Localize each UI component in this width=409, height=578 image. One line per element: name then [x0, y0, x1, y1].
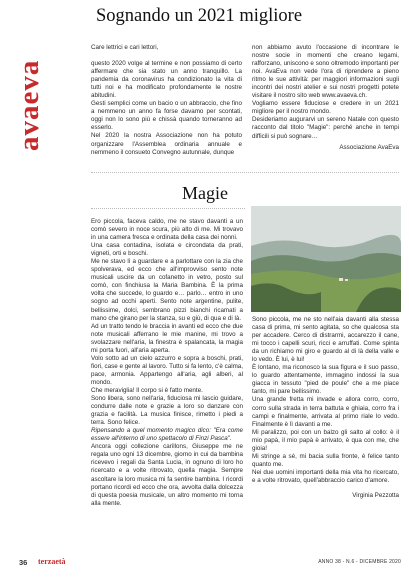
paragraph: questo 2020 volge al termine e non possiamo di certo affermare che sia stato un anno tranquillo. La pandemia da coronavirus ha condizionato la vita di tutti noi e ha modificato profondamente le nostre abitudini.	[91, 60, 242, 100]
paragraph: Vogliamo essere fiduciose e credere in un 2021 migliore per il nostro mondo.	[252, 100, 399, 116]
article2-signature: Virginia Pezzotta	[352, 491, 399, 499]
page-number: 36	[19, 558, 28, 567]
paragraph: Gesti semplici come un bacio o un abbraccio, che fino a nemmeno un anno fa forse davamo per scontati, oggi non lo sono più e chissà quando torneranno ad esserlo.	[91, 100, 242, 132]
paragraph: non abbiamo avuto l'occasione di incontrare le nostre socie in momenti che creano legami, rafforzano, uniscono e sono oltremodo importanti per noi. AvaEva non vede l'ora di riprendere a pieno ritmo le sue attività: per maggiori informazioni sugli incontri dei nostri atelier e sui nostri progetti potete visitare il nostro sito web www.avaeva.ch.	[252, 44, 399, 100]
article1-column-left	[91, 44, 242, 157]
article-title-1: Sognando un 2021 migliore	[96, 6, 303, 26]
article1-column-right	[252, 44, 399, 152]
paragraph: Mi stringe a sé, mi bacia sulla fronte, è felice tanto quanto me.	[252, 452, 399, 468]
paragraph: Che meraviglia! Il corpo si è fatto mente.	[91, 386, 203, 394]
paragraph: Nei due uomini importanti della mia vita ho ricercato, e a volte ritrovato, quell'abbraccio carico d'amore.	[252, 468, 399, 484]
paragraph: Volo sotto ad un cielo azzurro e sopra a boschi, prati, fiori, case e gente al lavoro. Tutto si fa lento, c'è calma, pace, armonia. Appartengo all'aria, agli alberi, al mondo.	[91, 354, 243, 386]
paragraph: Nel 2020 la nostra Associazione non ha potuto organizzare l'Assemblea ordinaria annuale e nemmeno il consueto Convegno autunnale, dunque	[91, 132, 242, 156]
paragraph: Una grande fretta mi invade e allora corro, corro, corro sulla strada in terra battuta e ghiaia, corro fra i campi e finalmente, arrivata al primo riale lo vedo. Finalmente è lì davanti a me.	[252, 396, 399, 428]
paragraph: Me ne stavo lì a guardare e a parlottare con la zia che spolverava, ed ecco che all'improvviso sento note musicali uscire da un cofanetto in vetro, posto sul comò, con finchiusa la Maria Bambina. È la prima volta che succede, lo guardo e… parlo… entro in uno sogno ad occhi aperti. Sento note argentine, pulite, bellissime, dolci, sembrano pizzi bianchi ricamati a mano che girano per la stanza, su e giù, di qua e di là.	[91, 258, 243, 322]
paragraph: Ancora oggi collezione carillons, Giuseppe me ne regala uno ogni 13 dicembre, giorno in cui da bambina ricevevo i regali da Santa Lucia, in ognuno di loro ho ricercato e a volte ritrovato, quella magia. Sempre ascoltare la loro musica mi fa sentire bambina. I ricordi portano ricordi ed ecco che ora, avvolta dalla dolcezza di questa poesia musicale, un altro momento mi torna alla mente.	[91, 443, 243, 507]
section-divider	[91, 208, 245, 209]
paragraph: Care lettrici e cari lettori,	[91, 44, 159, 51]
article2-column-left	[91, 218, 243, 508]
paragraph: Ripensando a quel momento magico dico: "Era come essere all'interno di uno spettacolo di Finzi Pasca".	[91, 427, 243, 443]
issue-info: ANNO 38 - N.6 - DICEMBRE 2020	[318, 559, 401, 565]
paragraph: È lontano, ma riconosco la sua figura e il suo passo, lo guardo attentamente, immagino indossi la sua giacca in tessuto "pied de poule" che a me piace tanto, mi pare bellissimo.	[252, 364, 399, 396]
paragraph: Ad un tratto tendo le braccia in avanti ed ecco che due note musicali afferrano le mie manine, mi trovo a svolazzare nell'aria, la finestra è spalancata, la magia mi porta fuori, all'aria aperta.	[91, 322, 243, 354]
section-divider	[91, 172, 399, 173]
landscape-photo-icon	[251, 206, 401, 312]
article1-signature: Associazione AvaEva	[339, 143, 399, 151]
paragraph: Una casa contadina, isolata e circondata da prati, vigneti, orti e boschi.	[91, 242, 243, 258]
publication-logo: terzaetà	[38, 557, 66, 566]
paragraph: Sono libera, sono nell'aria, fiduciosa mi lascio guidare, condurre dalle note e grazie a loro so danzare con grazia e facilità. La musica finisce, rimetto i piedi a terra. Sono felice.	[91, 395, 243, 427]
paragraph: Ero piccola, faceva caldo, me ne stavo davanti a un comò severo in noce scura, più alto di me. Mi trovavo in una camera fresca e ordinata della casa dei nonni.	[91, 218, 243, 242]
masthead-band	[13, 20, 45, 190]
article2-column-right	[252, 316, 399, 500]
paragraph: Mi paralizzo, poi con un balzo gli salto al collo: è il mio papà, il mio papà è arrivato, è qua con me, che gioia!	[252, 428, 399, 452]
article-title-2: Magie	[182, 183, 228, 203]
landscape-photo	[251, 206, 401, 312]
page-footer	[0, 556, 409, 572]
paragraph: Desideriamo augurarvi un sereno Natale con questo racconto dal titolo "Magie": perché anche in tempi difficili si può sognare…	[252, 116, 399, 140]
masthead-vertical-label: avaeva	[13, 59, 45, 151]
paragraph: Sono piccola, me ne sto nell'aia davanti alla stessa casa di prima, mi sento agitata, so che qualcosa sta per accadere. Cerco di distrarmi, accarezzo il cane, mi tocco i capelli scuri, ricci e arruffati. Come spinta da un richiamo mi giro e guardo al di là della valle e lo vedo. È lui, è lui!	[252, 316, 399, 364]
